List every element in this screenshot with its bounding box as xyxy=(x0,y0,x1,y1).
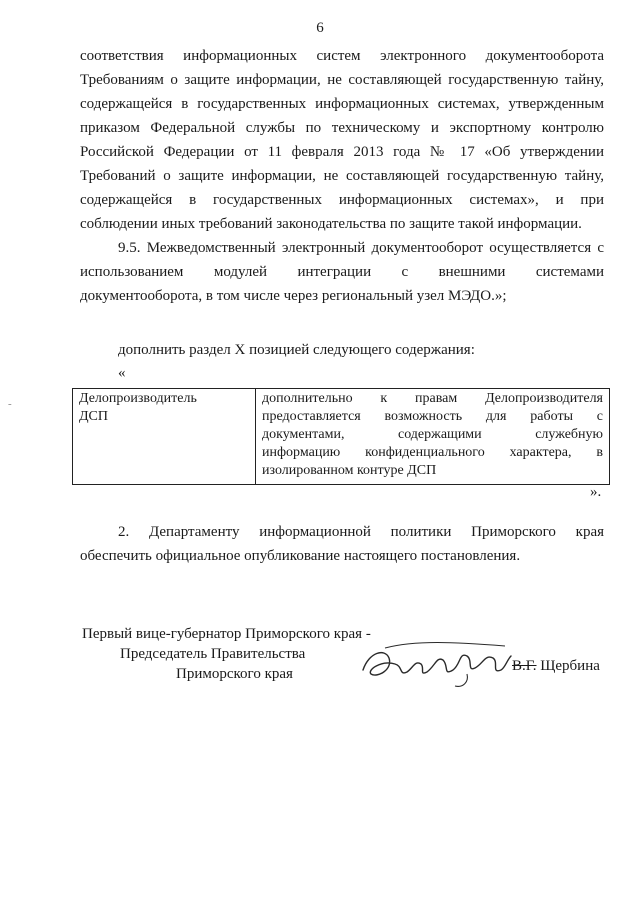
text-line: использованием модулей интеграции с внешними системами xyxy=(80,264,604,280)
text-line: 2. Департаменту информационной политики Приморского края xyxy=(118,524,604,540)
margin-mark: - xyxy=(8,398,12,410)
description-line: информацию конфиденциального характера, в xyxy=(262,445,603,460)
description-line: документами, содержащими служебную xyxy=(262,427,603,442)
table-row xyxy=(73,389,610,485)
text-line: Требованиям о защите информации, не составляющей государственную тайну, xyxy=(80,72,604,88)
description-cell xyxy=(256,389,610,485)
description-line: изолированном контуре ДСП xyxy=(262,463,437,478)
role-line: ДСП xyxy=(79,409,108,424)
paragraph-9-5 xyxy=(80,236,604,308)
text-line: Российской Федерации от 11 февраля 2013 года № 17 «Об утверждении xyxy=(80,144,604,160)
handwritten-signature xyxy=(355,630,515,690)
text-line: дополнить раздел X позицией следующего содержания: xyxy=(118,342,475,358)
role-cell xyxy=(73,389,256,485)
signatory-name xyxy=(512,658,600,675)
opening-quote: « xyxy=(118,365,126,381)
role-line: Делопроизводитель xyxy=(79,391,197,406)
text-line: 9.5. Межведомственный электронный документооборот осуществляется с xyxy=(118,240,604,256)
text-line: содержащейся в государственных информационных системах», и при xyxy=(80,192,604,208)
paragraph-supplement xyxy=(80,338,604,362)
text-line: содержащейся в государственных информационных системах, утвержденным xyxy=(80,96,604,112)
description-line: предоставляется возможность для работы с xyxy=(262,409,603,424)
text-line: соблюдении иных требований законодательства по защите такой информации. xyxy=(80,216,582,232)
text-line: Требований о защите информации, не составляющей государственную тайну, xyxy=(80,168,604,184)
text-line: соответствия информационных систем электронного документооборота xyxy=(80,48,604,64)
signatory-title-line2: Председатель Правительства xyxy=(120,646,306,662)
signatory-initials: В.Г. xyxy=(512,658,537,674)
text-line: приказом Федеральной службы по техническому и экспортному контролю xyxy=(80,120,604,136)
page-number: 6 xyxy=(316,20,324,36)
paragraph-requirements xyxy=(80,44,604,236)
signatory-surname: Щербина xyxy=(536,658,600,674)
signatory-title-line1: Первый вице-губернатор Приморского края - xyxy=(82,626,371,642)
role-table xyxy=(72,388,610,485)
paragraph-item-2 xyxy=(80,520,604,568)
description-line: дополнительно к правам Делопроизводителя xyxy=(262,391,603,406)
text-line: документооборота, в том числе через региональный узел МЭДО.»; xyxy=(80,288,507,304)
signatory-title-line3: Приморского края xyxy=(176,666,293,682)
closing-quote: ». xyxy=(590,484,602,500)
text-line: обеспечить официальное опубликование настоящего постановления. xyxy=(80,548,521,564)
